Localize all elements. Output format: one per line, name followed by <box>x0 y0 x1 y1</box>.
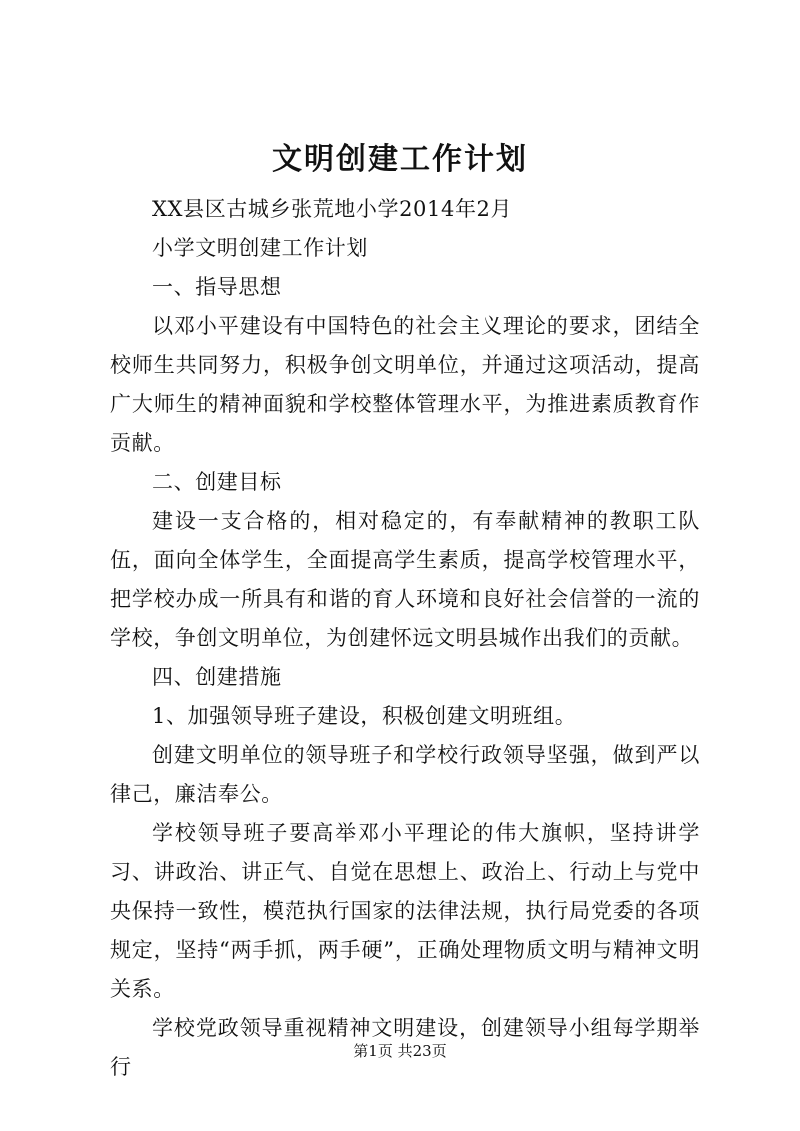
document-title: 文明创建工作计划 <box>272 142 528 177</box>
paragraph-deng-theory: 学校领导班子要高举邓小平理论的伟大旗帜，坚持讲学习、讲政治、讲正气、自觉在思想上、政治上、行动上与党中央保持一致性，模范执行国家的法律法规，执行局党委的各项规定，坚持“两手抓，两手硬”，正确处理物质文明与精神文明关系。 <box>110 821 700 1001</box>
paragraph-guiding-thought: 以邓小平建设有中国特色的社会主义理论的要求，团结全校师生共同努力，积极争创文明单位，并通过这项活动，提高广大师生的精神面貌和学校整体管理水平，为推进素质教育作贡献。 <box>110 314 700 455</box>
document-body <box>110 190 700 1087</box>
paragraph-measure-1: 1、加强领导班子建设，积极创建文明班组。 <box>152 704 577 728</box>
paragraph-leadership: 创建文明单位的领导班子和学校行政领导坚强，做到严以律己，廉洁奉公。 <box>110 743 700 806</box>
paragraph-school-date: XX县区古城乡张荒地小学2014年2月 <box>152 197 513 221</box>
heading-guiding-thought: 一、指导思想 <box>152 275 282 299</box>
page-footer: 第1页 共23页 <box>353 1042 447 1060</box>
paragraph-party-leadership: 学校党政领导重视精神文明建设，创建领导小组每学期举行 <box>110 1016 700 1079</box>
heading-creation-goal: 二、创建目标 <box>152 470 282 494</box>
heading-creation-measures: 四、创建措施 <box>152 665 282 689</box>
paragraph-creation-goal: 建设一支合格的，相对稳定的，有奉献精神的教职工队伍，面向全体学生，全面提高学生素质，提高学校管理水平，把学校办成一所具有和谐的育人环境和良好社会信誉的一流的学校，争创文明单位，为创建怀远文明县城作出我们的贡献。 <box>110 509 700 650</box>
paragraph-subtitle: 小学文明创建工作计划 <box>152 236 368 260</box>
